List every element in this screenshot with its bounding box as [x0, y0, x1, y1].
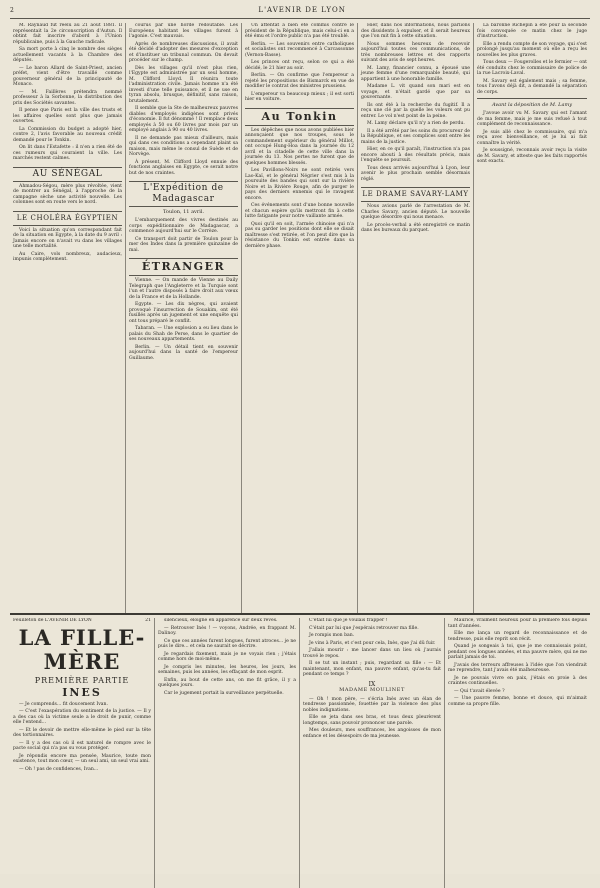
paragraph: Je regardais fixement, mais je ne voyais rien ; j'étais comme hors de moi-même. [158, 651, 296, 662]
paragraph: Egypte. — Les dix nègres, qui avaient provoqué l'insurrection de Souakim, ont été fusillés après un jugement et une enquête qui ont tous préparé le conflit. [129, 302, 238, 324]
paragraph: Elle a rendu compte de son voyage, qui s'est prolongé jusqu'au moment où elle a reçu les nouvelles les plus graves. [477, 41, 587, 58]
paragraph: — Qui t'avait élevée ? [454, 688, 505, 694]
paragraph: Ce transport doit partir de Toulon pour la mer des Indes dans la première quinzaine de mai. [129, 236, 238, 253]
paragraph: — Le baron Allard de Saint-Priest, ancien préfet, vient d'être travaillé comme gouverneur général de la principauté de Monaco. [13, 65, 122, 87]
feuilleton-section [10, 613, 590, 888]
dateline: Toulon, 11 avril. [162, 209, 205, 215]
paragraph: — M. Faillères prétendra nommé professeur à la Sorbonne, la distribution des prix des Sociétés savantes. [13, 89, 122, 106]
section-heading-deposition: Avant la déposition de M. Lamy [491, 102, 573, 108]
paragraph: Madame L. vit quand son mari est en voyage, et n'était gardé que par sa gouvernante. [361, 84, 470, 100]
section-heading-etranger: ÉTRANGER [129, 258, 238, 276]
paragraph: Je vins à Paris, et c'est pour cela, Inès, que j'ai dû fuir. [309, 640, 436, 646]
paragraph: M. Lamy déclare qu'il n'y a rien de perdu. [367, 121, 465, 126]
newspaper-title: L'AVENIR DE LYON [258, 6, 346, 14]
paragraph: J'avoue avoir vu M. Savary qui est l'amant de ma femme, mais je me suis refusé à tout complément de reconnaissance. [477, 111, 587, 127]
paragraph: — Je comprends... fit doucement Ivan. [19, 701, 108, 707]
paragraph: Il semble que la Ste de malheureux pauvres diables d'employés indigènes sont privés d'économie. Il fut dénommé ! Il remplace deux employés à 50 ou 60 livres par mois par un employé anglais à 90 ou 40 livres. [129, 106, 238, 133]
paragraph: Mes douleurs, mes souffrances, les angoisses de mon enfance et les désespoirs de ma jeunesse. [303, 728, 441, 739]
paragraph: Il pense que Paris est la ville des trusts et les affaires quelles sont plus que jamais ouvertes. [13, 108, 122, 124]
paragraph: L'embarquement des vivres destinés au corps expéditionnaire de Madagascar, a commencé aujourd'hui sur le Corrèze. [129, 218, 238, 234]
paragraph: J'avais des terreurs affreuses à l'idée que l'on viendrait me reprendre, tant j'avais été malheureuse. [448, 662, 587, 673]
paragraph: Je soussigné, reconnais avoir reçu la visite de M. Savary, et atteste que les faits rapportés sont exacts. [477, 148, 587, 164]
paragraph: Quoi qu'il en soit, l'armée chinoise qui n'a pas su garder les positions dont elle se disait maîtresse s'est retirée, et l'on peut dire que la résistance du Tonkin est entrée dans sa dernière phase. [245, 221, 354, 249]
paragraph: Le procès-verbal a été enregistré ce matin dans les bureaux du parquet. [361, 222, 470, 233]
paragraph: Berlin. — Les souvenirs entre catholiques et socialistes ont recommencé à Carcassonne (Vernon-Basse). [245, 41, 354, 58]
paragraph: La Commission du budget a adopté hier, contre 2, l'avis favorable au nouveau crédit demandé pour le Tonkin. [13, 126, 122, 143]
divider [477, 98, 587, 99]
paragraph: M. Savary est également mais ; sa femme, tous l'avons déjà dit, a demandé la séparation de corps. [477, 78, 587, 95]
paragraph: Elle me lança un regard de reconnaissance et de tendresse, puis elle reprit son récit. [448, 631, 587, 642]
paragraph: Berlin. — On confirme que l'empereur a rejeté les propositions de Bismarck en vue de modifier le contrat des ministres prussiens. [245, 73, 354, 89]
section-heading-cholera: LE CHOLÉRA ÉGYPTIEN [13, 211, 122, 226]
paragraph: Ahmadou-Ségou, mère plus révoltée, vient de montrer au Sénégal, à l'approche de la campagne sèche une activité nouvelle. Les colonnes sont en route vers le nord. [13, 183, 122, 205]
serial-chapter: INES [62, 685, 102, 699]
paragraph: Après de nombreuses discussions, il avait été décidé d'adopter des mesures d'exception et d'instituer un tribunal commun. On devait procéder sur le champ. [129, 41, 238, 63]
feuilleton-number: 21 [145, 618, 151, 623]
paragraph: M. Raynaud fut réélu au 21 août 1881. Il représentait la 2e circonscription d'Autun. Il obtint fait inscrire d'abord à l'Union républicaine, puis à la Gauche radicale. [13, 23, 122, 45]
paragraph: Je répondis encore ma pensée, Maurice, toute mon existence, tout mon cœur, — un seul ami, un seul vrai ami. [13, 753, 151, 764]
section-heading-tonkin: Au Tonkin [245, 108, 354, 126]
paragraph: Tabaran. — Une explosion a eu lieu dans le palais du Shah de Perse, dans le quartier de ses nouveaux appartements. [129, 326, 238, 342]
serial-title: LA FILLE-MÈRE [18, 624, 146, 674]
section-heading-madagascar: L'Expédition de Madagascar [129, 181, 238, 207]
paragraph: M. Lamy, financier connu, a épousé une jeune femme d'une remarquable beauté, qui appartient à une honorable famille. [361, 65, 470, 82]
paragraph: Je compris les minutes, les heures, les jours, les semaines, puis les années, les effaçant de mon esprit. [158, 664, 296, 675]
feuilleton-column-2 [155, 618, 300, 888]
column-5 [474, 23, 590, 613]
paragraph: Quand je songeais à toi, que je me connaissais point, pendant ces longues années, et ma pauvre mère, qui ne me parlait jamais de toi. [448, 644, 587, 660]
feuilleton-column-4 [445, 618, 590, 888]
paragraph: Berlin. — Un détail tient en souvenir aujourd'hui dans la santé de l'empereur Guillaume. [129, 344, 238, 361]
paragraph: La baronne Richepin a été pour la seconde fois convoquée ce matin chez le juge d'instruction. [477, 23, 587, 39]
paragraph: Ce que ces années furent longues, furent atroces... je ne puis le dire... et cela ne saurait se décrire. [158, 638, 296, 649]
paragraph: Je rompis mon ban. [309, 633, 355, 638]
column-1 [10, 23, 126, 613]
paragraph: Il se tut un instant ; puis, regardant sa fille : — Et maintenant, mon enfant, ma pauvre enfant, qu'as-tu fait pendant ce temps ? [303, 661, 441, 677]
paragraph: Tous deux arrivés aujourd'hui à Lyon, leur avenir le plus prochain semble désormais réglé. [361, 165, 470, 182]
paragraph: Ces événements sont d'une bonne nouvelle et chacun espère qu'ils mettront fin à cette lutte fatigante pour notre vaillante armée. [245, 203, 354, 219]
paragraph: C'était lui que je voulais frapper ! [309, 618, 388, 623]
paragraph: J'allais mourir : me lancer dans un lieu où j'aurais trouvé le repos. [303, 648, 441, 659]
feuilleton-column-3 [300, 618, 445, 888]
section-heading-senegal: AU SÉNÉGAL [13, 167, 122, 182]
paragraph: À présent, M. Clifford Lloyd ennuie des fonctions anglaises en Egypte, ce serait notre but de nos craintes. [129, 159, 238, 176]
paragraph: Hier, en ce qu'il paraît, l'instruction n'a pas encore abouti à des résultats précis, mais l'enquête se poursuit. [361, 147, 470, 163]
feuilleton-column-1 [10, 618, 155, 888]
news-columns [10, 23, 590, 613]
feuilleton-label: Feuilleton de L'AVENIR DE LYON [13, 618, 92, 623]
paragraph: Je suis allé chez le commissaire, qui m'a reçu avec bienveillance, et je lui ai fait connaître la vérité. [477, 129, 587, 146]
paragraph: Je ne pouvais vivre en paix, j'étais en proie à des craintes continuelles. [448, 675, 587, 686]
paragraph: courus par une horde redoutable. Les Européens habitant les villages furent à l'agonie. C'est mauvais. [129, 23, 238, 39]
paragraph: Sa mort porte à cinq le nombre des sièges actuellement vacants à la Chambre des députés. [13, 47, 122, 63]
paragraph: Au Caire, vols nombreux, audacieux, impunis complètement. [13, 251, 122, 262]
paragraph: C'était par lui que j'espérais retrouver ma fille. [309, 625, 419, 631]
paragraph: Dès les villages qu'il n'est plus rien, l'Egypte est administrée par un seul homme, M. Clifford Lloyd. Il réunira toute l'administration civile. Jamais homme n'a été investi d'une telle puissance, et il ne use en tyran absolu, brusque, définitif, sans raison, brutalement. [129, 65, 238, 104]
paragraph: Car le jugement portait la surveillance perpétuelle. [164, 690, 284, 696]
paragraph: Hier, dans nos informations, nous parlions des dissidents à expulser, et il serait heureux que l'on mit fin à cette situation. [361, 23, 470, 39]
feuilleton-header [13, 618, 151, 624]
paragraph: — Et le devoir de mettre elle-même le pied sur la tête des tortionnaires. [13, 727, 151, 738]
chapter-number: IX [368, 680, 376, 688]
paragraph: Tous deux — Fougerolles et le fermier — ont été conduits chez le commissaire de police de la rue Lacroix-Laval. [477, 60, 587, 76]
paragraph: Elle se jeta dans ses bras, et tous deux pleurèrent longtemps, sans pouvoir prononcer une parole. [303, 715, 441, 726]
column-2 [126, 23, 242, 613]
paragraph: Maurice, vraiment heureux pour la première fois depuis tant d'années. [448, 618, 587, 629]
paragraph: — C'est l'exaspération du sentiment de la justice. — Il y a des cas où la victime seule a le droit de punir, comme elle l'entend... [13, 709, 151, 725]
serial-part: PREMIÈRE PARTIE [34, 675, 130, 685]
column-3 [242, 23, 358, 613]
paragraph: — Oh ! pas de confidences, Ivan... [19, 766, 99, 772]
running-header [10, 6, 590, 19]
paragraph: Les dépêches que nous avons publiées hier annonçaient que nos troupes, sous le commandement supérieur du général Millot, ont occupé Hung-Hoa dans la journée du 12 avril et la citadelle de cette ville dans la journée du 13. Nos pertes ne furent que de quelques hommes blessés. [245, 127, 354, 166]
paragraph: Nous avions parlé de l'arrestation de M. Charles Savary, ancien député. Le nouvelle quelque désordre qui nous menace. [361, 204, 470, 220]
paragraph: Il ne demande pas mieux d'ailleurs, mais qui dans ces conditions a cependant plaint sa maison, mais même le consul de Suède et de Norvège. [129, 135, 238, 157]
paragraph: Voici la situation qu'on correspondant fait de la situation en Egypte, à la date du 9 avril : Jamais encore on n'avait vu dans les villages une telle mortalité. [13, 227, 122, 249]
paragraph: Les Pavillons-Noirs ne sont retirés vers Lao-Kaï, et le général Négrier s'est mis à la poursuite des bandes qui sont sur la rivière Noire et la Rivière Rouge, afin de purger le pays des derniers ennemis qui le ravagent encore. [245, 168, 354, 201]
paragraph: Nous sommes heureux de recevoir aujourd'hui toutes ces communications, de très nombreuses lettres et des rapports suivant des avis de sept heures. [361, 41, 470, 63]
paragraph: L'empereur va beaucoup mieux ; il est sorti hier en voiture. [245, 91, 354, 102]
paragraph: On lit dans l'Estafette : il n'en a rien été de ces rumeurs qui couraient la ville. Les marchés restent calmes. [13, 145, 122, 161]
chapter-title: MADAME MOULINET [339, 687, 405, 693]
column-4 [358, 23, 474, 613]
paragraph: Un attentat a bien été commis contre le président de la République, mais celui-ci en a été ému et l'ordre public n'a pas été troublé. [245, 23, 354, 39]
paragraph: — Retrouver Inès ! — voyons, Andrée, en frappant M. Dalinoy. [158, 625, 296, 636]
section-heading-savary-lamy: LE DRAME SAVARY-LAMY [361, 187, 470, 202]
paragraph: silencieux, éloigné en apparence sur deux rêves. [164, 618, 278, 623]
paragraph: Les princes ont reçu, selon ce qui a été décidé, le 21 hier au soir. [245, 60, 354, 71]
paragraph: Vienne. — On mande de Vienne au Daily Telegraph que l'Angleterre et la Turquie sont l'un et l'autre disposés à faire droit aux vœux de la France et de la Hollande. [129, 278, 238, 300]
paragraph: Enfin, au bout de cette ans, on me fit grâce, il y a quelques jours. [158, 677, 296, 688]
page-number-left: 2 [10, 7, 15, 14]
paragraph: — Il y a des cas où il est naturel de rompre avec le pacte social qui n'a pas su vous protéger. [13, 740, 151, 751]
paragraph: Il a été arrêté par les soins du procureur de la République, et ses complices sont entre les mains de la justice. [361, 128, 470, 145]
paragraph: — Une pauvre femme, bonne et douce, qui m'aimait comme sa propre fille. [448, 696, 587, 707]
paragraph: — Oh ! mon père, — s'écria Inès avec un élan de tendresse passionnée, fouettée par la violence des plus nobles indignations. [303, 696, 441, 713]
paragraph: Ils ont été à la recherche du fugitif. Il a reçu une clé par la quelle les voleurs ont pu entrer. Le vol n'est point de la peine. [361, 102, 470, 119]
